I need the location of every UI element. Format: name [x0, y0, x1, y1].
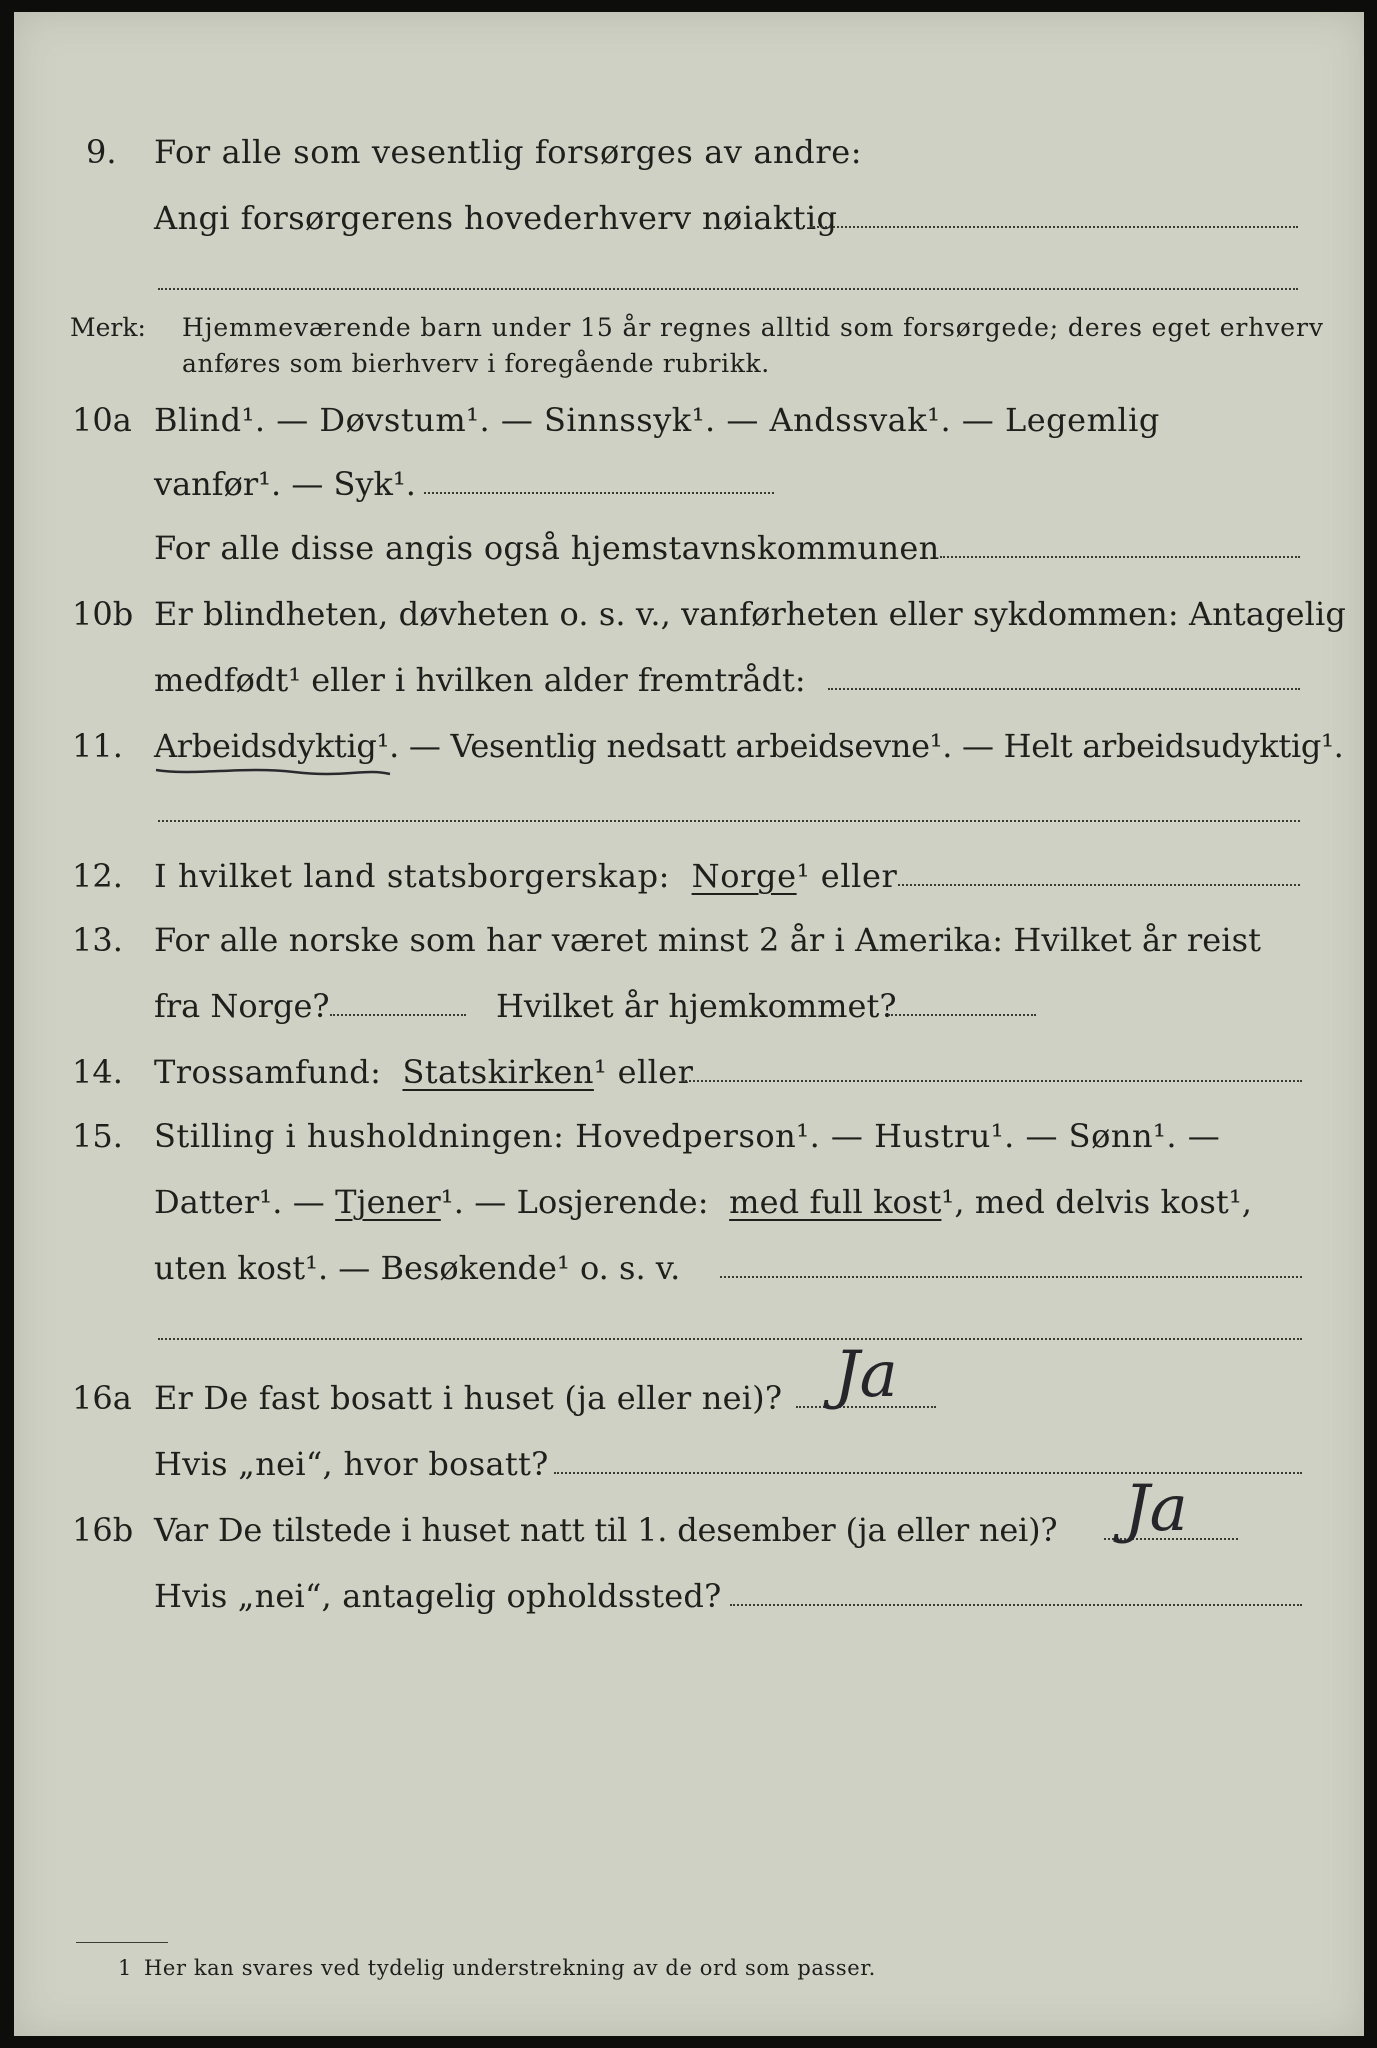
q11-handwritten-underline — [154, 762, 394, 782]
merk-label: Merk: — [70, 313, 146, 342]
q13-line1: For alle norske som har været minst 2 år i Amerika: Hvilket år reist — [154, 921, 1262, 959]
q9-extra-line — [158, 288, 1298, 290]
q15-extra-line — [158, 1338, 1302, 1340]
q16a-line2: Hvis „nei“, hvor bosatt? — [154, 1445, 549, 1483]
q12-post: ¹ eller — [796, 857, 898, 895]
q15-line1: Stilling i husholdningen: Hovedperson¹. — Hustru¹. — Sønn¹. — — [154, 1117, 1221, 1155]
q10a-line1: Blind¹. — Døvstum¹. — Sinnssyk¹. — Andssvak¹. — Legemlig — [154, 401, 1160, 439]
q14-number: 14. — [72, 1053, 123, 1091]
merk-line2: anføres som bierhverv i foregående rubrikk. — [182, 349, 770, 378]
q16b-line1: Var De tilstede i huset natt til 1. desember (ja eller nei)? — [154, 1511, 1058, 1549]
q15-line2a: Datter¹. — — [154, 1183, 325, 1221]
q15-number: 15. — [72, 1117, 123, 1155]
q16b-number: 16b — [72, 1511, 134, 1549]
q16b-handwritten-answer[interactable]: Ja — [1124, 1472, 1188, 1546]
footnote-rule — [76, 1942, 168, 1943]
q15-line2b: ¹. — Losjerende: — [440, 1183, 709, 1221]
footnote-text: Her kan svares ved tydelig understrekning av de ord som passer. — [144, 1956, 876, 1980]
q10a-line2: vanfør¹. — Syk¹. — [154, 465, 416, 503]
q11-option-arbeidsdyktig[interactable]: Arbeidsdyktig — [154, 727, 377, 765]
q10a-line3: For alle disse angis også hjemstavnskommunen — [154, 529, 940, 567]
census-form-page — [14, 12, 1364, 2036]
q9-number: 9. — [86, 133, 117, 171]
q10b-line2: medfødt¹ eller i hvilken alder fremtrådt: — [154, 661, 806, 699]
q12-pre: I hvilket land statsborgerskap: — [154, 857, 671, 895]
q10b-number: 10b — [72, 595, 134, 633]
q13-hjemkommet-line — [888, 1014, 1036, 1016]
q16a-bosatt-line — [554, 1472, 1302, 1474]
q15-option-tjener[interactable]: Tjener — [335, 1183, 441, 1221]
q14-post: ¹ eller — [593, 1053, 694, 1091]
q13-line2a: fra Norge? — [154, 987, 330, 1025]
merk-line1: Hjemmeværende barn under 15 år regnes alltid som forsørgede; deres eget erhverv — [182, 313, 1324, 342]
q16a-handwritten-answer[interactable]: Ja — [834, 1338, 898, 1412]
q15-line3: uten kost¹. — Besøkende¹ o. s. v. — [154, 1249, 681, 1287]
q14-option-statskirken[interactable]: Statskirken — [402, 1053, 594, 1091]
q13-line2b: Hvilket år hjemkommet? — [496, 987, 897, 1025]
q10b-answer-line — [828, 688, 1300, 690]
q15-line2 — [154, 1182, 1252, 1222]
q10a-number: 10a — [72, 401, 132, 439]
q11-rest: ¹. — Vesentlig nedsatt arbeidsevne¹. — Helt arbeidsudyktig¹. — [376, 727, 1344, 765]
q16b-opholdssted-line — [730, 1604, 1302, 1606]
q9-line2: Angi forsørgerens hovederhverv nøiaktig — [154, 199, 838, 237]
q10b-line1: Er blindheten, døvheten o. s. v., vanførheten eller sykdommen: Antagelig — [154, 595, 1346, 633]
q11-line — [154, 726, 1343, 766]
q15-line2c: ¹, med delvis kost¹, — [941, 1183, 1253, 1221]
q16a-number: 16a — [72, 1379, 132, 1417]
q14-pre: Trossamfund: — [154, 1053, 382, 1091]
q9-answer-line — [810, 226, 1298, 228]
q14-answer-line — [682, 1080, 1302, 1082]
q9-line1: For alle som vesentlig forsørges av andre: — [154, 133, 863, 171]
q12-answer-line — [898, 884, 1300, 886]
q16b-line2: Hvis „nei“, antagelig opholdssted? — [154, 1577, 722, 1615]
q10a-hjemstavn-line — [940, 556, 1300, 558]
q12-line — [154, 856, 897, 896]
q12-option-norge[interactable]: Norge — [691, 857, 797, 895]
q15-answer-line — [720, 1276, 1302, 1278]
q15-option-full-kost[interactable]: med full kost — [729, 1183, 942, 1221]
q13-reist-line — [330, 1014, 466, 1016]
footnote-mark: 1 — [118, 1956, 132, 1980]
q10a-syk-line — [424, 492, 774, 494]
q12-number: 12. — [72, 857, 123, 895]
q13-number: 13. — [72, 921, 123, 959]
q16a-line1: Er De fast bosatt i huset (ja eller nei)? — [154, 1379, 783, 1417]
q11-extra-line — [158, 820, 1300, 822]
q11-number: 11. — [72, 727, 123, 765]
q14-line — [154, 1052, 693, 1092]
